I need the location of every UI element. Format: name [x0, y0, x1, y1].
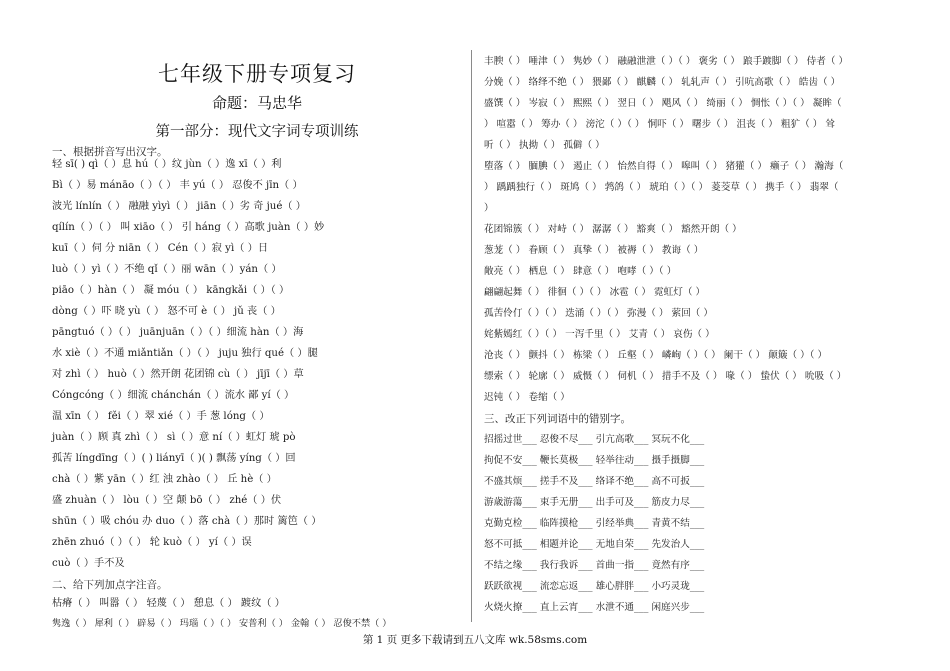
exercise-line: 招摇过世___ 忍俊不尽___ 引亢高歌___ 冥玩不化___: [484, 434, 705, 445]
exercise-line: chà（ ）紫 yān（ ）红 浊 zhào（ ） 丘 hè（ ）: [52, 474, 277, 485]
part-heading: 第一部分：现代文字词专项训练: [155, 124, 359, 140]
exercise-line: 盛馔（ ） 岑寂（ ） 熙熙（ ） 翌日（ ） 飓风（ ） 绮丽（ ） 惆怅（ ）（ ） 凝眸（: [484, 98, 842, 109]
exercise-line: 水 xiè（ ）不通 miǎntiǎn（ ）（ ） juju 独行 qué（ ）腿: [52, 348, 318, 359]
exercise-line: 游歳游蕩___ 束手无册___ 出手可及___ 筋皮力尽___: [484, 497, 705, 508]
exercise-line: juàn（ ）顾 真 zhì（ ） sì（ ）意 ní（ ）虹灯 琥 pò: [52, 432, 296, 443]
author-line: 命题：马忠华: [211, 94, 302, 112]
section-heading-2: 二、给下列加点字注音。: [52, 579, 168, 591]
exercise-line: 分娩（ ） 络绎不绝（ ） 猥鄙（ ） 麒麟（ ） 轧轧声（ ） 引吭高歌（ ） 皓齿（ ）: [484, 77, 841, 88]
section-heading-1: 一、根据拼音写出汉字。: [52, 146, 168, 158]
exercise-line: 丰腴（ ） 唾津（ ） 隽妙（ ） 融融泄泄（ ）（ ） 褒劣（ ） 踉手踱脚（ ） 侍者（ ）: [484, 56, 849, 67]
exercise-line: pāngtuó（ ）（ ） juānjuān（ ）（ ）细流 hàn（ ）海: [52, 327, 304, 338]
exercise-line: 对 zhì（ ） huò（ ）然开朗 花团锦 cù（ ） jījī（ ）草: [52, 369, 304, 380]
exercise-line: 沧丧（ ） 颤抖（ ） 栋梁（ ） 丘壑（ ） 嶙峋（ ）（ ） 阑干（ ） 颠簸（ ）（ ）: [484, 350, 828, 361]
page-footer: 第 1 页 更多下载请到五八文库 wk.58sms.com: [362, 634, 588, 646]
exercise-line: Cóngcóng（ ）细流 chánchán（ ）流水 鄙 yí（ ）: [52, 390, 295, 401]
exercise-line: dòng（ ）吓 晓 yù（ ） 怒不可 è（ ） jǔ 丧（ ）: [52, 306, 281, 317]
exercise-line: ）: [484, 203, 494, 214]
exercise-line: 隽逸（ ） 犀利（ ） 辟易（ ） 玛瑙（ ）（ ） 安普利（ ） 金翰（ ） 忍俊不禁（ ）: [52, 618, 392, 629]
exercise-line: 怒不可抵___ 相题并论___ 无地自荣___ 先发治人___: [484, 539, 705, 550]
exercise-line: 拘促不安___ 鞭长莫极___ 轻举往动___ 摄手摄脚___: [484, 455, 705, 466]
exercise-line: 盛 zhuàn（ ） lòu（ ）空 颠 bō（ ） zhé（ ）伏: [52, 495, 282, 506]
exercise-line: 不结之缘___ 我行我诉___ 首曲一指___ 竟然有序___: [484, 560, 705, 571]
column-divider: [471, 50, 472, 622]
exercise-line: 翩翩起舞（ ） 徘徊（ ）（ ） 冰雹（ ） 霓虹灯（ ）: [484, 287, 706, 298]
left-column: [52, 0, 462, 671]
section-heading-3: 三、改正下列词语中的错别字。: [484, 413, 631, 425]
exercise-line: 堕落（ ） 腼腆（ ） 遏止（ ） 怡然自得（ ） 嗥叫（ ） 猪獾（ ） 癞子（ ） 瀚海（: [484, 161, 844, 172]
right-column: [484, 0, 904, 671]
exercise-line: 葱茏（ ） 眷顾（ ） 真挚（ ） 被褥（ ） 教诲（ ）: [484, 245, 704, 256]
exercise-line: 枯瘠（ ） 叫嚣（ ） 轻蔑（ ） 憩息（ ） 踱纹（ ）: [52, 598, 285, 609]
exercise-line: 克勤克检___ 临阵摸枪___ 引经举典___ 青黄不结___: [484, 518, 705, 529]
page-title: 七年级下册专项复习: [158, 62, 356, 86]
exercise-line: cuò（ ）手不及: [52, 558, 125, 569]
exercise-line: 跃跃欲视___ 流恋忘返___ 雄心胖胖___ 小巧灵珑___: [484, 581, 705, 592]
exercise-line: 敞亮（ ） 栖息（ ） 肆意（ ） 咆哮（ ）（ ）: [484, 266, 677, 277]
exercise-line: 孤苦 língdīng（ ）( ) liányī（ )( ) 飘荡 yíng（ ）回: [52, 453, 296, 464]
exercise-line: 姹紫嫣红（ ）（ ） 一泻千里（ ） 艾青（ ） 哀伤（ ）: [484, 329, 715, 340]
exercise-line: luò（ ）yì（ ）不绝 qǐ（ ）丽 wān（ ）yán（ ）: [52, 264, 282, 275]
exercise-line: 听（ ） 执拗（ ） 孤僻（ ）: [484, 140, 605, 151]
exercise-line: 波光 línlín（ ） 融融 yìyì（ ） jiān（ ）劣 奇 jué（ ）: [52, 201, 306, 212]
exercise-line: 花团锦簇（ ） 对峙（ ） 潺潺（ ） 豁爽（ ） 豁然开朗（ ）: [484, 224, 742, 235]
exercise-line: 迟钝（ ） 卷缩（ ）: [484, 392, 570, 403]
exercise-line: Bì（ ）易 mánāo（ ）（ ） 丰 yú（ ） 忍俊不 jīn（ ）: [52, 180, 303, 191]
exercise-line: ） 踽踽独行（ ） 斑鸠（ ） 鹁鸽（ ） 琥珀（ ）（ ） 菱茭草（ ） 携手（ ） 翡翠（: [484, 182, 839, 193]
exercise-line: 火烧火撩___ 直上云宵___ 水泄不通___ 闲庭兴步___: [484, 602, 705, 613]
exercise-line: qílín（ ）（ ） 叫 xiāo（ ） 引 háng（ ）高歌 juàn（ ）妙: [52, 222, 325, 233]
exercise-line: shūn（ ）吸 chóu 办 duo（ ）落 chà（ ）那时 篱笆（ ）: [52, 516, 322, 527]
exercise-line: 不盛其烦___ 搓手不及___ 络译不绝___ 高不可扳___: [484, 476, 705, 487]
exercise-line: 孤苦伶仃（ ）（ ） 迭涌（ ）（ ） 弥漫（ ） 萦回（ ）: [484, 308, 713, 319]
exercise-line: 轻 sī( ) qì（ ）息 hú（ ）纹 jùn（ ）逸 xī（ ）利: [52, 159, 282, 170]
exercise-line: ） 喧嚣（ ） 筹办（ ） 滂沱（ ）（ ） 恫吓（ ） 曙步（ ） 沮丧（ ） 粗犷（ ） 耸: [484, 119, 835, 130]
exercise-line: piāo（ ）hàn（ ） 凝 móu（ ） kāngkǎi（ ）（ ）: [52, 285, 290, 296]
exercise-line: kuī（ ）伺 分 niān（ ） Cén（ ）寂 yì（ ）日: [52, 243, 269, 254]
exercise-line: 缥索（ ） 轮廓（ ） 威慑（ ） 伺机（ ） 措手不及（ ） 喙（ ） 蛰伏（ ） 吮吸（ ）: [484, 371, 847, 382]
exercise-line: 温 xīn（ ） fěi（ ）翠 xié（ ）手 葱 lóng（ ）: [52, 411, 270, 422]
exercise-line: zhēn zhuó（ ）（ ） 轮 kuò（ ） yí（ ）误: [52, 537, 252, 548]
